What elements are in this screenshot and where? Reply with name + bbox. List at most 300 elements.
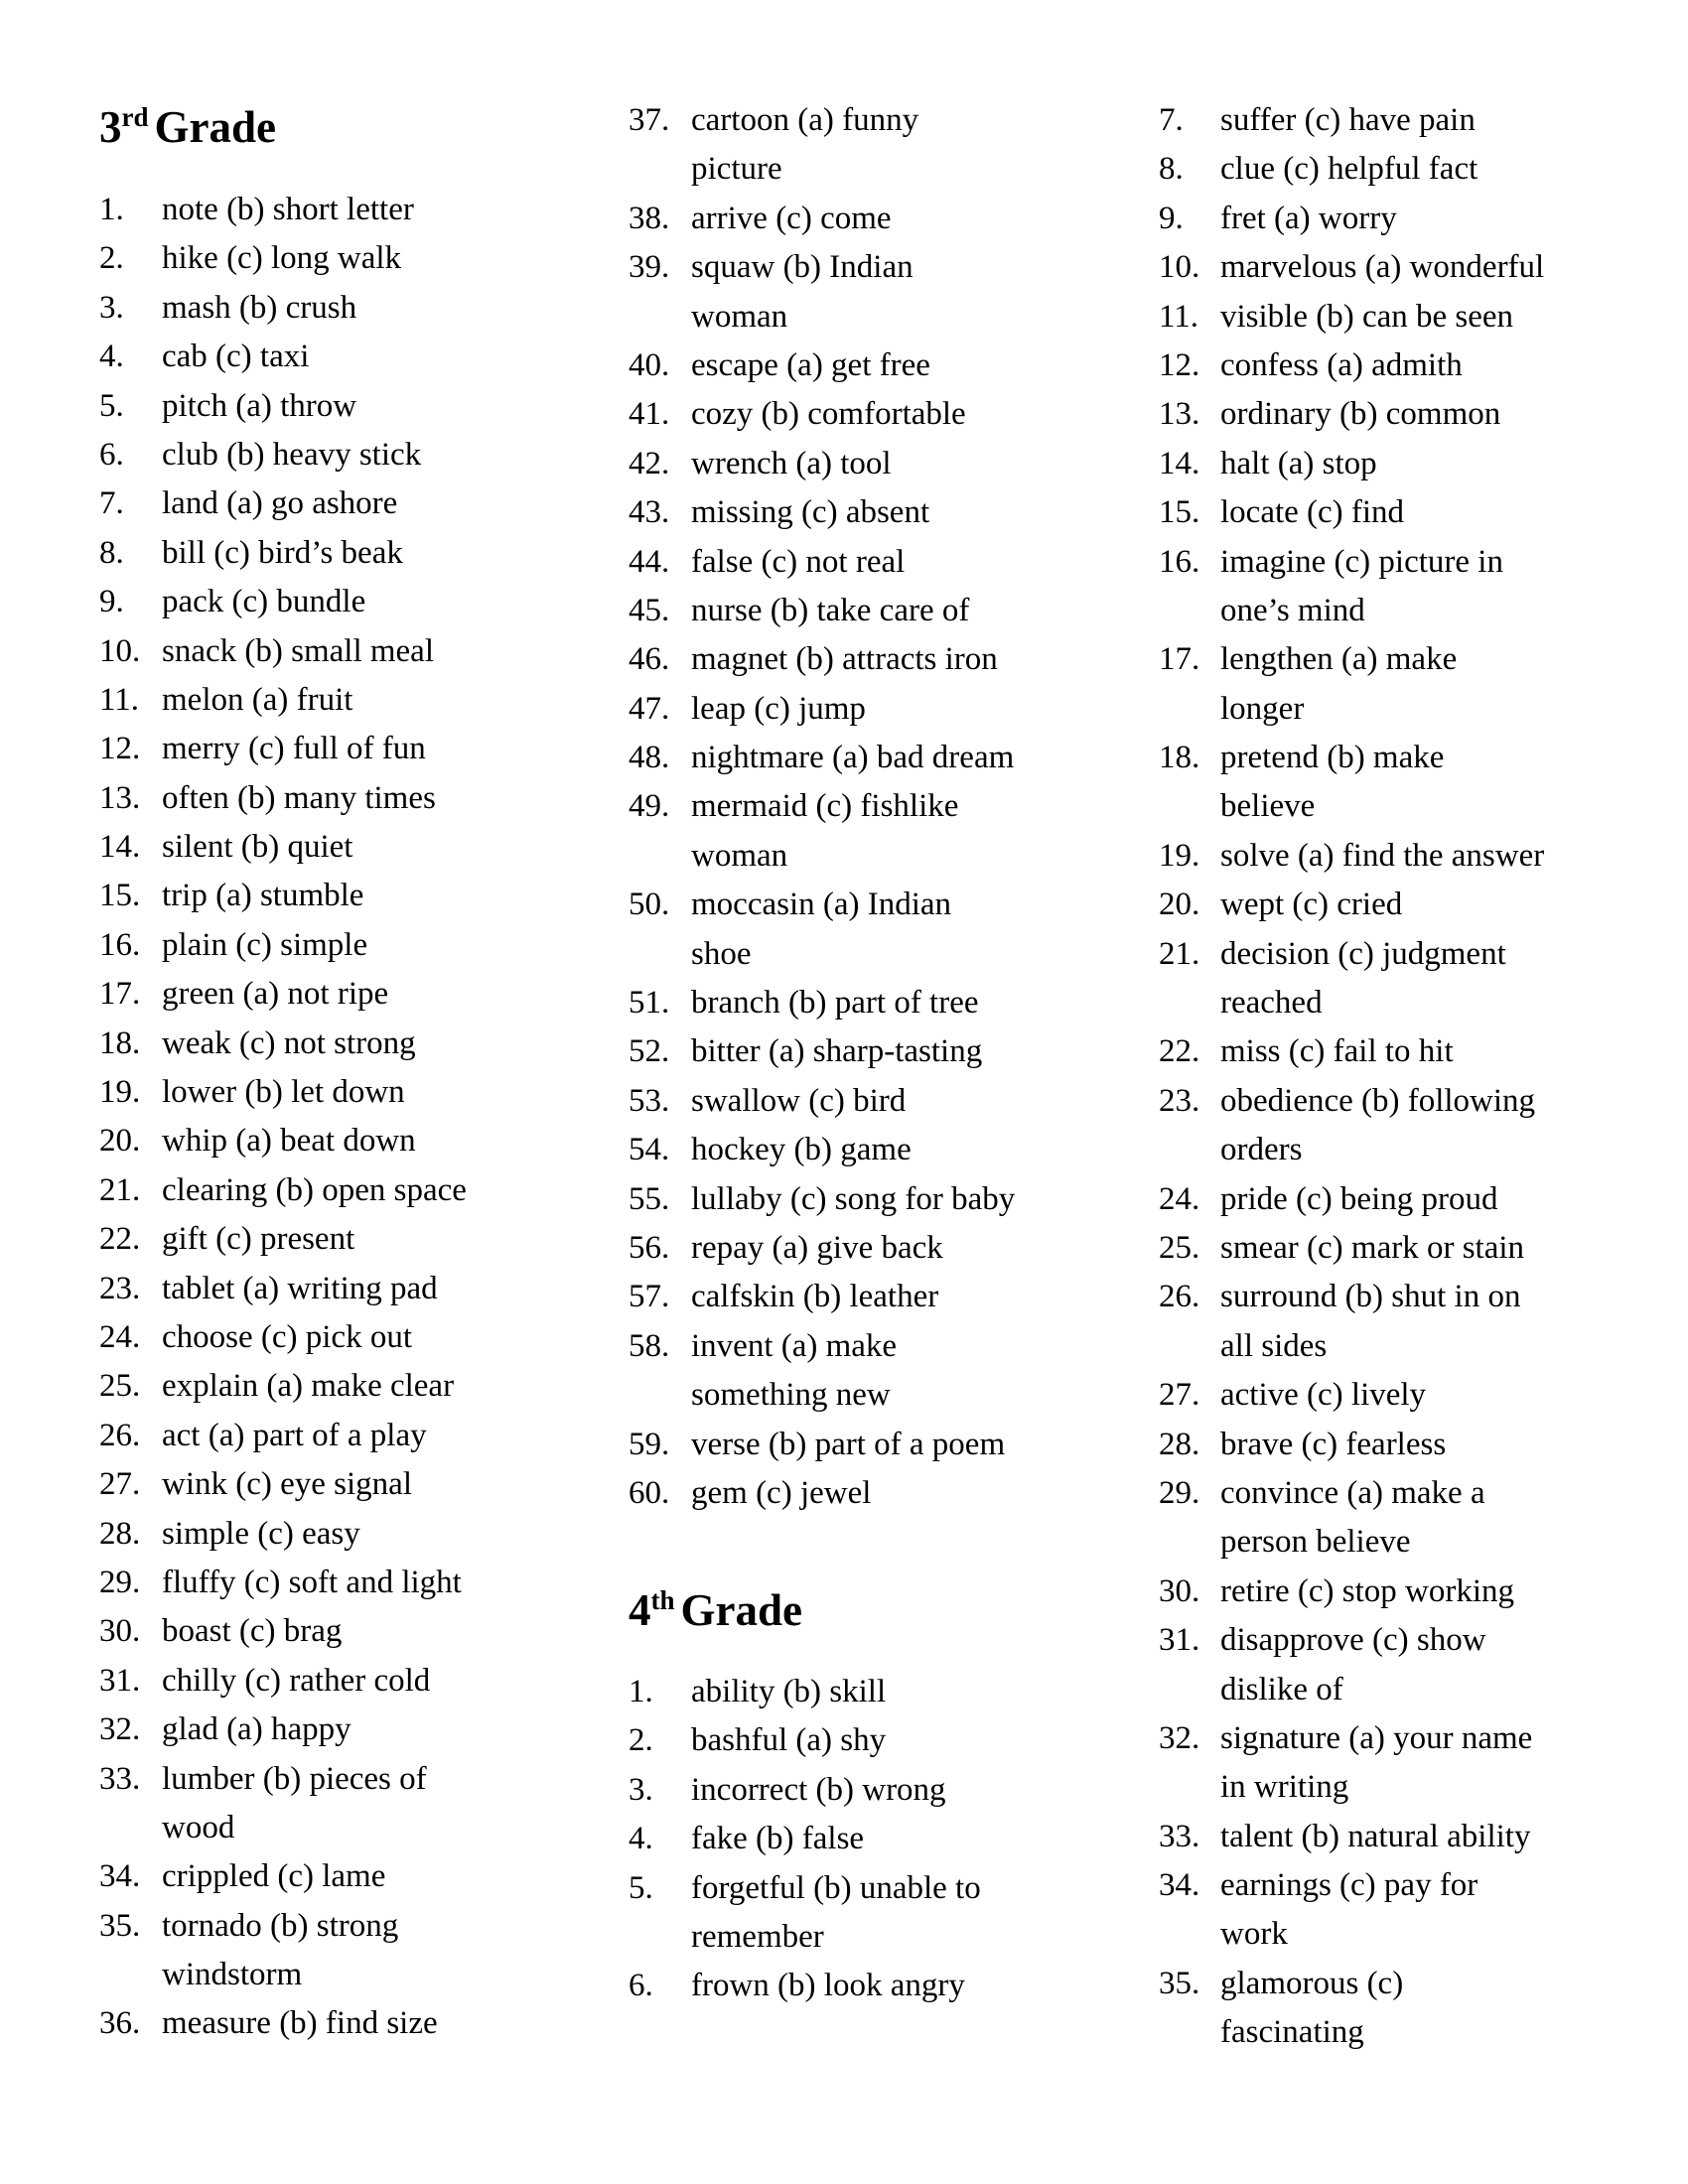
vocab-item-line bbox=[99, 1755, 467, 1804]
vocab-item-line bbox=[629, 1224, 1015, 1273]
item-number: 48. bbox=[629, 740, 670, 776]
vocab-item-line bbox=[1159, 1714, 1544, 1763]
vocab-item-line bbox=[99, 1510, 467, 1559]
vocab-item bbox=[99, 1755, 467, 1853]
vocab-item-line bbox=[99, 1902, 467, 1951]
vocab-item bbox=[629, 1175, 1015, 1224]
item-text-continuation: orders bbox=[1220, 1132, 1303, 1168]
vocab-item bbox=[1159, 390, 1544, 439]
vocab-item bbox=[629, 1273, 1015, 1321]
item-text: lower (b) let down bbox=[162, 1074, 405, 1111]
vocab-item bbox=[629, 440, 1015, 488]
vocab-item-line bbox=[99, 1313, 467, 1362]
vocabulary-list-3rd-grade-part-2 bbox=[629, 96, 1015, 1518]
item-number: 31. bbox=[99, 1662, 141, 1699]
vocab-item-line bbox=[629, 881, 1015, 929]
item-number: 18. bbox=[99, 1024, 141, 1061]
item-text-continuation: woman bbox=[691, 837, 788, 874]
item-text-continuation: all sides bbox=[1220, 1327, 1328, 1364]
vocab-item-line bbox=[1159, 1469, 1544, 1518]
item-text: tablet (a) writing pad bbox=[162, 1270, 438, 1306]
item-text-continuation: person believe bbox=[1220, 1524, 1411, 1561]
vocab-item bbox=[99, 1313, 467, 1362]
item-text: branch (b) part of tree bbox=[691, 985, 979, 1022]
vocab-item bbox=[1159, 1861, 1544, 1960]
vocabulary-list-3rd-grade-part-1 bbox=[99, 186, 467, 2049]
vocab-item-line bbox=[99, 1412, 467, 1460]
vocab-item bbox=[99, 725, 467, 773]
vocab-item-line bbox=[1159, 341, 1544, 390]
vocab-item-line bbox=[99, 1999, 467, 2048]
item-text: nurse (b) take care of bbox=[691, 592, 970, 628]
heading-ordinal-suffix: rd bbox=[121, 102, 149, 132]
item-text: swallow (c) bird bbox=[691, 1082, 907, 1119]
vocab-item bbox=[629, 881, 1015, 979]
vocab-item bbox=[1159, 96, 1544, 145]
item-number: 29. bbox=[1159, 1474, 1200, 1511]
vocab-item bbox=[99, 627, 467, 676]
vocab-item bbox=[629, 635, 1015, 684]
item-text: missing (c) absent bbox=[691, 494, 930, 531]
item-number: 28. bbox=[1159, 1426, 1200, 1462]
vocab-item bbox=[1159, 1175, 1544, 1224]
item-text-continuation: work bbox=[1220, 1916, 1288, 1953]
item-number: 7. bbox=[1159, 102, 1184, 138]
vocab-item-line bbox=[629, 440, 1015, 488]
vocab-item-line bbox=[629, 1027, 1015, 1076]
item-text: obedience (b) following bbox=[1220, 1082, 1536, 1119]
item-text: cab (c) taxi bbox=[162, 339, 310, 375]
vocab-item-line bbox=[629, 1273, 1015, 1321]
item-number: 23. bbox=[1159, 1082, 1200, 1119]
vocab-item-line bbox=[99, 529, 467, 578]
vocab-item bbox=[1159, 145, 1544, 194]
item-text: ordinary (b) common bbox=[1220, 396, 1501, 433]
item-text: weak (c) not strong bbox=[162, 1024, 416, 1061]
item-number: 32. bbox=[99, 1711, 141, 1748]
item-number: 17. bbox=[1159, 641, 1200, 678]
item-text-continuation: in writing bbox=[1220, 1769, 1349, 1806]
vocab-item-line bbox=[99, 725, 467, 773]
vocabulary-list-4th-grade-part-1 bbox=[629, 1668, 981, 2011]
item-text: frown (b) look angry bbox=[691, 1968, 965, 2004]
vocab-item-line bbox=[99, 1460, 467, 1509]
item-text-continuation: remember bbox=[691, 1918, 824, 1955]
item-text: whip (a) beat down bbox=[162, 1123, 416, 1160]
vocab-item-line bbox=[1159, 1813, 1544, 1861]
item-number: 13. bbox=[1159, 396, 1200, 433]
vocab-item bbox=[99, 186, 467, 234]
item-number: 2. bbox=[629, 1722, 653, 1759]
vocab-item bbox=[629, 1815, 981, 1863]
vocab-item bbox=[99, 823, 467, 872]
item-number: 52. bbox=[629, 1033, 670, 1070]
vocab-item-line bbox=[1159, 1616, 1544, 1665]
vocab-item bbox=[99, 479, 467, 528]
item-text: merry (c) full of fun bbox=[162, 731, 426, 767]
item-number: 49. bbox=[629, 788, 670, 825]
vocab-item-line bbox=[629, 1469, 1015, 1518]
vocab-item-line bbox=[99, 431, 467, 479]
vocab-item bbox=[99, 970, 467, 1019]
item-number: 22. bbox=[1159, 1033, 1200, 1070]
vocab-item bbox=[99, 1068, 467, 1117]
vocab-item-line bbox=[629, 1766, 981, 1815]
item-text: miss (c) fail to hit bbox=[1220, 1033, 1454, 1070]
vocab-item bbox=[1159, 1027, 1544, 1076]
vocab-item bbox=[99, 1607, 467, 1656]
vocab-item bbox=[99, 1559, 467, 1607]
vocab-item bbox=[99, 578, 467, 626]
vocab-item-line bbox=[1159, 1371, 1544, 1420]
vocab-item-line bbox=[1159, 538, 1544, 587]
vocab-item-line bbox=[629, 488, 1015, 537]
vocab-item bbox=[1159, 1616, 1544, 1714]
vocab-item-line bbox=[1159, 488, 1544, 537]
item-text: plain (c) simple bbox=[162, 926, 368, 963]
vocab-item-line bbox=[1159, 96, 1544, 145]
item-text: simple (c) easy bbox=[162, 1515, 360, 1552]
item-text: gift (c) present bbox=[162, 1221, 355, 1258]
vocab-item-line bbox=[99, 1852, 467, 1901]
vocab-item-line bbox=[1159, 1421, 1544, 1469]
item-text: cozy (b) comfortable bbox=[691, 396, 966, 433]
vocab-item bbox=[1159, 930, 1544, 1028]
item-text: marvelous (a) wonderful bbox=[1220, 249, 1545, 286]
vocab-item-line bbox=[99, 1607, 467, 1656]
item-text: smear (c) mark or stain bbox=[1220, 1229, 1525, 1266]
item-text: choose (c) pick out bbox=[162, 1318, 412, 1355]
item-text: clearing (b) open space bbox=[162, 1171, 467, 1208]
vocab-item-line bbox=[1159, 440, 1544, 488]
vocab-item bbox=[629, 195, 1015, 243]
item-number: 29. bbox=[99, 1564, 141, 1600]
item-text: gem (c) jewel bbox=[691, 1474, 872, 1511]
heading-ordinal-suffix: th bbox=[650, 1585, 675, 1615]
vocab-item-line bbox=[1159, 1027, 1544, 1076]
item-number: 45. bbox=[629, 592, 670, 628]
vocab-item bbox=[1159, 1568, 1544, 1616]
item-text: silent (b) quiet bbox=[162, 829, 353, 866]
item-text: lullaby (c) song for baby bbox=[691, 1180, 1016, 1217]
item-text: magnet (b) attracts iron bbox=[691, 641, 998, 678]
item-text: verse (b) part of a poem bbox=[691, 1426, 1006, 1462]
vocab-item bbox=[99, 1460, 467, 1509]
item-number: 18. bbox=[1159, 740, 1200, 776]
item-text: mash (b) crush bbox=[162, 289, 357, 326]
vocab-item bbox=[1159, 488, 1544, 537]
item-number: 21. bbox=[1159, 935, 1200, 972]
vocab-item bbox=[1159, 1469, 1544, 1568]
heading-number: 3 bbox=[99, 102, 122, 152]
item-number: 6. bbox=[99, 436, 124, 473]
item-number: 22. bbox=[99, 1221, 141, 1258]
vocab-item-line bbox=[99, 1265, 467, 1313]
item-number: 3. bbox=[629, 1771, 653, 1808]
item-text: lumber (b) pieces of bbox=[162, 1760, 427, 1797]
vocab-item-line bbox=[629, 341, 1015, 390]
item-number: 9. bbox=[99, 584, 124, 620]
item-number: 21. bbox=[99, 1171, 141, 1208]
vocab-item bbox=[1159, 293, 1544, 341]
item-number: 2. bbox=[99, 240, 124, 277]
item-text: retire (c) stop working bbox=[1220, 1572, 1514, 1609]
heading-number: 4 bbox=[629, 1585, 651, 1635]
vocab-item bbox=[99, 382, 467, 431]
vocab-item-line bbox=[629, 1077, 1015, 1126]
item-number: 24. bbox=[1159, 1180, 1200, 1217]
item-text: hike (c) long walk bbox=[162, 240, 402, 277]
vocab-item bbox=[629, 538, 1015, 587]
vocab-item bbox=[99, 1852, 467, 1901]
item-number: 1. bbox=[99, 192, 124, 227]
vocab-item-line bbox=[629, 96, 1015, 145]
vocab-item-line bbox=[629, 782, 1015, 831]
item-number: 12. bbox=[1159, 346, 1200, 383]
item-text: imagine (c) picture in bbox=[1220, 543, 1503, 580]
item-text: hockey (b) game bbox=[691, 1132, 912, 1168]
item-number: 25. bbox=[99, 1368, 141, 1405]
vocab-item bbox=[99, 676, 467, 725]
item-text: fake (b) false bbox=[691, 1821, 865, 1857]
vocab-item bbox=[1159, 1813, 1544, 1861]
item-text: halt (a) stop bbox=[1220, 445, 1377, 481]
item-text: fret (a) worry bbox=[1220, 200, 1397, 236]
item-number: 24. bbox=[99, 1318, 141, 1355]
item-text: often (b) many times bbox=[162, 779, 436, 816]
vocab-item-line bbox=[1159, 1960, 1544, 2008]
item-text: signature (a) your name bbox=[1220, 1719, 1533, 1756]
item-number: 19. bbox=[1159, 837, 1200, 874]
item-number: 47. bbox=[629, 690, 670, 727]
item-text: melon (a) fruit bbox=[162, 681, 353, 718]
item-number: 53. bbox=[629, 1082, 670, 1119]
item-number: 15. bbox=[99, 878, 141, 914]
item-number: 39. bbox=[629, 249, 670, 286]
vocab-item-line bbox=[629, 195, 1015, 243]
vocab-item-line bbox=[99, 921, 467, 970]
vocab-item-line bbox=[99, 1362, 467, 1411]
vocab-item-line bbox=[1159, 145, 1544, 194]
item-number: 3. bbox=[99, 289, 124, 326]
item-text: explain (a) make clear bbox=[162, 1368, 455, 1405]
item-number: 14. bbox=[99, 829, 141, 866]
vocab-item-line bbox=[1159, 195, 1544, 243]
item-text: arrive (c) come bbox=[691, 200, 892, 236]
vocab-item bbox=[99, 1706, 467, 1754]
item-text: glamorous (c) bbox=[1220, 1965, 1404, 2001]
item-text: bitter (a) sharp-tasting bbox=[691, 1033, 983, 1070]
vocab-item-line bbox=[629, 1322, 1015, 1371]
item-text-continuation: dislike of bbox=[1220, 1671, 1343, 1707]
vocab-item-line bbox=[99, 1706, 467, 1754]
item-text: cartoon (a) funny bbox=[691, 102, 919, 138]
item-number: 5. bbox=[99, 387, 124, 424]
vocab-item-line bbox=[629, 1421, 1015, 1469]
item-text: measure (b) find size bbox=[162, 2005, 438, 2042]
vocab-item-line bbox=[99, 774, 467, 823]
vocab-item-line bbox=[629, 685, 1015, 734]
item-number: 10. bbox=[99, 632, 141, 669]
heading-word: Grade bbox=[154, 102, 276, 152]
item-text: act (a) part of a play bbox=[162, 1417, 427, 1453]
heading-4th-grade bbox=[629, 1585, 802, 1641]
item-number: 4. bbox=[99, 339, 124, 375]
item-number: 54. bbox=[629, 1132, 670, 1168]
item-text: repay (a) give back bbox=[691, 1229, 943, 1266]
vocab-item bbox=[629, 587, 1015, 635]
item-text: lengthen (a) make bbox=[1220, 641, 1458, 678]
vocab-item bbox=[1159, 1077, 1544, 1175]
vocab-item bbox=[1159, 1421, 1544, 1469]
item-text: active (c) lively bbox=[1220, 1377, 1427, 1414]
vocab-item bbox=[629, 1469, 1015, 1518]
item-number: 10. bbox=[1159, 249, 1200, 286]
vocab-item bbox=[1159, 881, 1544, 929]
vocab-item bbox=[99, 1657, 467, 1706]
vocab-item bbox=[629, 1322, 1015, 1421]
item-text: decision (c) judgment bbox=[1220, 935, 1506, 972]
vocab-item bbox=[99, 1510, 467, 1559]
item-text-continuation: something new bbox=[691, 1377, 891, 1414]
item-number: 1. bbox=[629, 1674, 653, 1709]
item-number: 11. bbox=[1159, 298, 1199, 335]
item-text: pride (c) being proud bbox=[1220, 1180, 1498, 1217]
vocab-item bbox=[1159, 734, 1544, 832]
item-number: 5. bbox=[629, 1869, 653, 1906]
vocab-item-line bbox=[99, 872, 467, 920]
vocab-item-line bbox=[99, 234, 467, 283]
heading-3rd-grade bbox=[99, 102, 276, 158]
item-text: confess (a) admith bbox=[1220, 346, 1463, 383]
item-number: 46. bbox=[629, 641, 670, 678]
item-text-continuation: woman bbox=[691, 298, 788, 335]
item-number: 33. bbox=[1159, 1818, 1200, 1854]
vocab-item bbox=[99, 872, 467, 920]
vocab-item-line bbox=[99, 970, 467, 1019]
vocab-item-line bbox=[629, 1962, 981, 2010]
item-text: clue (c) helpful fact bbox=[1220, 151, 1478, 188]
vocab-item-line bbox=[1159, 243, 1544, 292]
vocab-item bbox=[1159, 1224, 1544, 1273]
item-text: wept (c) cried bbox=[1220, 887, 1403, 923]
vocab-item bbox=[629, 96, 1015, 195]
item-number: 34. bbox=[99, 1858, 141, 1895]
item-text: solve (a) find the answer bbox=[1220, 837, 1545, 874]
vocab-item-line bbox=[629, 734, 1015, 782]
item-number: 58. bbox=[629, 1327, 670, 1364]
item-text-continuation: shoe bbox=[691, 935, 752, 972]
item-text: surround (b) shut in on bbox=[1220, 1279, 1521, 1315]
vocab-item-line bbox=[99, 578, 467, 626]
item-number: 27. bbox=[1159, 1377, 1200, 1414]
vocab-item-line bbox=[99, 1020, 467, 1068]
vocab-item-line bbox=[629, 1815, 981, 1863]
item-number: 30. bbox=[1159, 1572, 1200, 1609]
item-text: escape (a) get free bbox=[691, 346, 930, 383]
vocab-item-line bbox=[99, 823, 467, 872]
item-number: 26. bbox=[99, 1417, 141, 1453]
item-text: leap (c) jump bbox=[691, 690, 866, 727]
vocab-item-line bbox=[629, 979, 1015, 1027]
item-number: 51. bbox=[629, 985, 670, 1022]
vocab-item bbox=[629, 685, 1015, 734]
item-number: 43. bbox=[629, 494, 670, 531]
vocab-item bbox=[629, 1864, 981, 1963]
vocab-item bbox=[99, 1215, 467, 1264]
vocab-item-line bbox=[1159, 832, 1544, 881]
item-number: 4. bbox=[629, 1821, 653, 1857]
item-number: 56. bbox=[629, 1229, 670, 1266]
vocab-item bbox=[99, 1902, 467, 2000]
vocab-item bbox=[99, 774, 467, 823]
item-text: moccasin (a) Indian bbox=[691, 887, 952, 923]
vocab-item bbox=[629, 1668, 981, 1716]
vocab-item-line bbox=[1159, 1273, 1544, 1321]
item-text: land (a) go ashore bbox=[162, 485, 398, 522]
vocab-item bbox=[99, 529, 467, 578]
item-text: pack (c) bundle bbox=[162, 584, 366, 620]
item-text: talent (b) natural ability bbox=[1220, 1818, 1531, 1854]
vocab-item bbox=[629, 734, 1015, 782]
item-number: 35. bbox=[1159, 1965, 1200, 2001]
vocab-item bbox=[99, 284, 467, 333]
item-text: ability (b) skill bbox=[691, 1674, 887, 1709]
item-number: 27. bbox=[99, 1466, 141, 1503]
vocab-item bbox=[1159, 341, 1544, 390]
item-text-continuation: wood bbox=[162, 1809, 235, 1845]
vocab-item-line bbox=[99, 382, 467, 431]
item-text-continuation: fascinating bbox=[1220, 2014, 1364, 2051]
item-text: tornado (b) strong bbox=[162, 1907, 399, 1944]
vocab-item bbox=[629, 1077, 1015, 1126]
item-number: 34. bbox=[1159, 1867, 1200, 1904]
item-number: 13. bbox=[99, 779, 141, 816]
item-number: 28. bbox=[99, 1515, 141, 1552]
item-text-continuation: picture bbox=[691, 151, 782, 188]
vocab-item bbox=[1159, 538, 1544, 636]
vocab-item bbox=[629, 1421, 1015, 1469]
item-text: incorrect (b) wrong bbox=[691, 1771, 946, 1808]
vocab-item-line bbox=[99, 1166, 467, 1215]
vocab-item bbox=[629, 979, 1015, 1027]
item-text: forgetful (b) unable to bbox=[691, 1869, 981, 1906]
vocab-item-line bbox=[99, 1068, 467, 1117]
vocab-item bbox=[99, 1166, 467, 1215]
vocab-item bbox=[99, 333, 467, 381]
vocab-item-line bbox=[1159, 1224, 1544, 1273]
vocab-item bbox=[1159, 195, 1544, 243]
vocab-item-line bbox=[99, 676, 467, 725]
item-number: 14. bbox=[1159, 445, 1200, 481]
item-number: 19. bbox=[99, 1074, 141, 1111]
vocab-item bbox=[629, 1126, 1015, 1174]
vocab-item-line bbox=[99, 1657, 467, 1706]
item-text: crippled (c) lame bbox=[162, 1858, 386, 1895]
vocab-item bbox=[629, 1027, 1015, 1076]
item-number: 55. bbox=[629, 1180, 670, 1217]
vocab-item-line bbox=[629, 635, 1015, 684]
item-text: glad (a) happy bbox=[162, 1711, 352, 1748]
item-text-continuation: longer bbox=[1220, 690, 1305, 727]
vocab-item bbox=[1159, 832, 1544, 881]
item-text: pretend (b) make bbox=[1220, 740, 1445, 776]
item-text: convince (a) make a bbox=[1220, 1474, 1485, 1511]
item-number: 30. bbox=[99, 1613, 141, 1650]
item-text: boast (c) brag bbox=[162, 1613, 343, 1650]
vocab-item-line bbox=[1159, 1861, 1544, 1910]
item-number: 60. bbox=[629, 1474, 670, 1511]
